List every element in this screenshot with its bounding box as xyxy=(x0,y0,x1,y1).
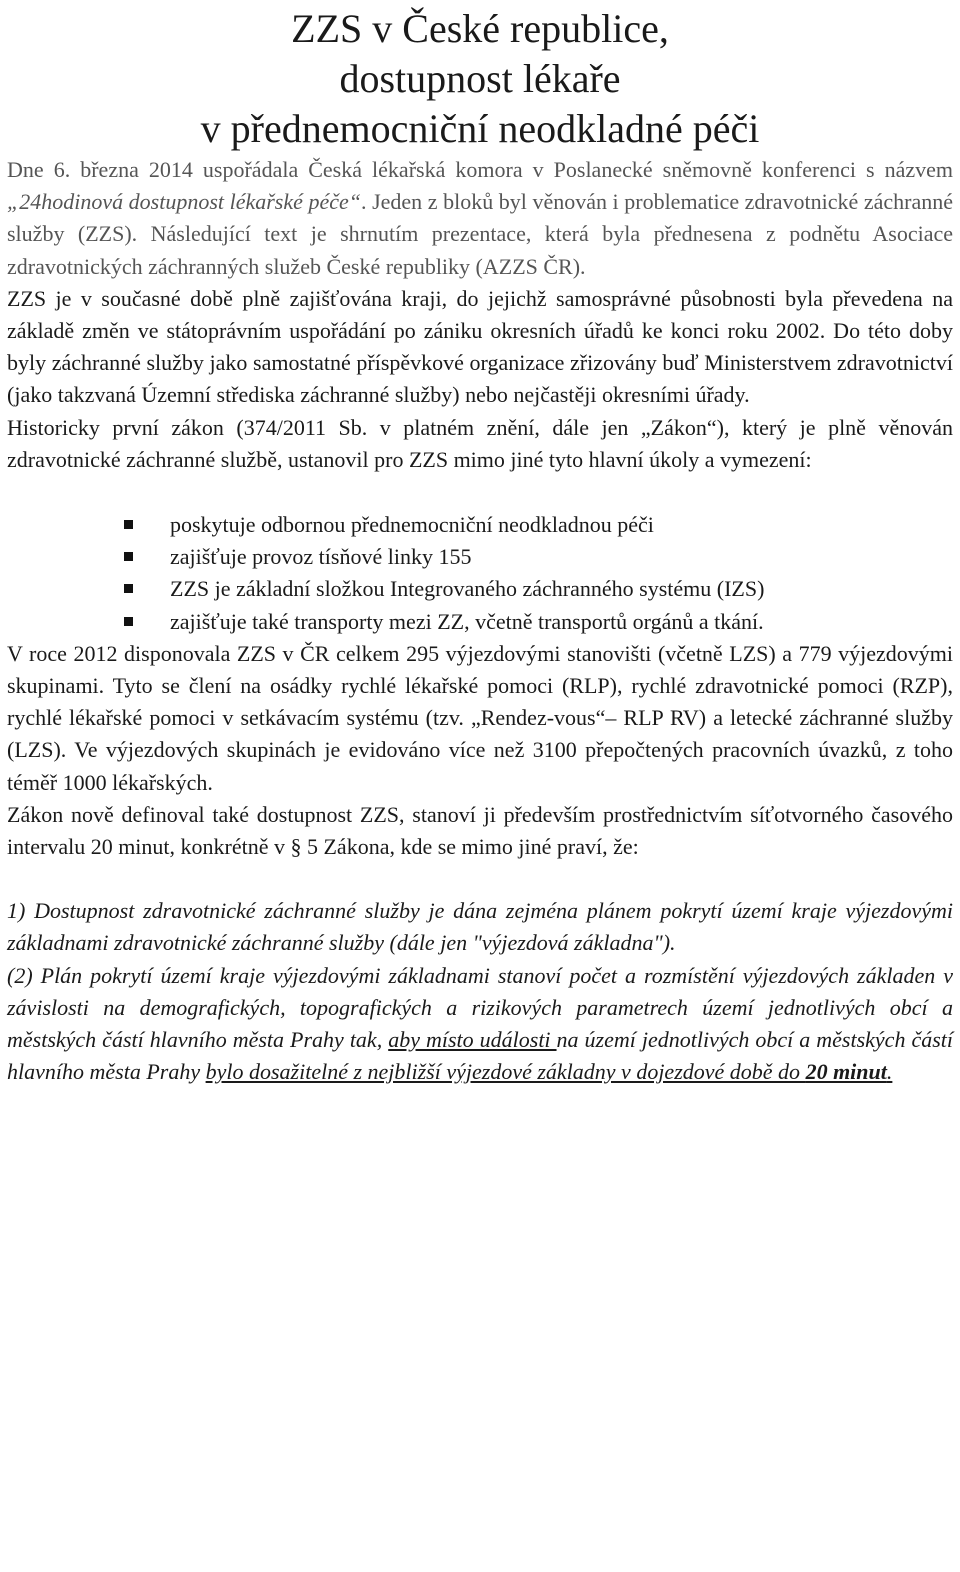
list-item xyxy=(170,573,953,605)
law-quote-2-text-b: na území jednotlivých obcí a městských částí hlavního města Prahy xyxy=(7,1027,953,1085)
paragraph-statistics: V roce 2012 disponovala ZZS v ČR celkem 295 výjezdovými stanovišti (včetně LZS) a 779 výjezdovými skupinami. Tyto se člení na osádky rychlé lékařské pomoci (RLP), rychlé zdravotnické pomoci (RZP), rychlé lékařské pomoci v setkávacím systému (tzv. „Rendez-vous“– RLP RV) a letecké záchranné služby (LZS). Ve výjezdových skupinách je evidováno více než 3100 přepočtených pracovních úvazků, z toho téměř 1000 lékařských. xyxy=(7,640,953,795)
tasks-list xyxy=(7,509,953,638)
title-line-2: dostupnost lékaře xyxy=(339,56,621,101)
law-quote-2 xyxy=(7,960,953,1089)
intro-text-b: . Jeden z bloků byl věnován i problematice zdravotnické záchranné služby (ZZS). Následující text je shrnutím prezentace, která byla přednesena z podnětu Asociace zdravotnických záchranných služeb České republiky (AZZS ČR). xyxy=(7,189,953,279)
paragraph-history: ZZS je v současné době plně zajišťována kraji, do jejichž samosprávné působnosti byla převedena na základě změn ve státoprávním uspořádání po zániku okresních úřadů ke konci roku 2002. Do této doby byly záchranné služby jako samostatné příspěvkové organizace zřizovány buď Ministerstvem zdravotnictví (jako takzvaná Územní střediska záchranné služby) nebo nejčastěji okresními úřady. xyxy=(7,285,953,408)
square-bullet-icon xyxy=(124,584,133,593)
document-title xyxy=(7,4,953,154)
law-quote-2-underlined-a: aby místo události xyxy=(388,1027,557,1053)
list-item-text: zajišťuje také transporty mezi ZZ, včetně transportů orgánů a tkání. xyxy=(170,608,764,634)
paragraph-availability: Zákon nově definoval také dostupnost ZZS, stanoví ji především prostřednictvím síťotvorného časového intervalu 20 minut, konkrétně v § 5 Zákona, kde se mimo jiné praví, že: xyxy=(7,801,953,860)
intro-paragraph xyxy=(7,154,953,283)
law-quote-2-end: . xyxy=(886,1059,893,1085)
conference-name: „24hodinová dostupnost lékařské péče“ xyxy=(7,189,362,215)
law-quote-2-underlined-b xyxy=(206,1059,893,1084)
square-bullet-icon xyxy=(124,520,133,529)
list-item xyxy=(170,541,953,573)
intro-text-a: Dne 6. března 2014 uspořádala Česká lékařská komora v Poslanecké sněmovně konferenci s názvem xyxy=(7,157,953,182)
square-bullet-icon xyxy=(124,617,133,626)
list-item-text: zajišťuje provoz tísňové linky 155 xyxy=(170,544,472,570)
list-item-text: ZZS je základní složkou Integrovaného záchranného systému (IZS) xyxy=(170,576,765,602)
list-item-text: poskytuje odbornou přednemocniční neodkladnou péči xyxy=(170,512,654,538)
law-quote-1: 1) Dostupnost zdravotnické záchranné služby je dána zejména plánem pokrytí území kraje výjezdovými základnami zdravotnické záchranné služby (dále jen "výjezdová základna"). xyxy=(7,898,953,956)
law-quote-2-text-a: (2) Plán pokrytí území kraje výjezdovými základnami stanoví počet a rozmístění výjezdových základen v závislosti na demografických, topografických a rizikových parametrech území jednotlivých obcí a městských částí hlavního města Prahy tak, xyxy=(7,962,953,1053)
square-bullet-icon xyxy=(124,552,133,561)
law-quote-2-underlined-b-text: bylo dosažitelné z nejbližší výjezdové základny v dojezdové době do xyxy=(205,1059,806,1085)
title-line-3: v přednemocniční neodkladné péči xyxy=(200,106,760,151)
title-line-1: ZZS v České republice, xyxy=(291,6,669,51)
list-item xyxy=(170,606,953,638)
paragraph-law: Historicky první zákon (374/2011 Sb. v platném znění, dále jen „Zákon“), který je plně věnován zdravotnické záchranné službě, ustanovil pro ZZS mimo jiné tyto hlavní úkoly a vymezení: xyxy=(7,414,953,472)
time-limit-emphasis: 20 minut xyxy=(805,1059,887,1085)
list-item xyxy=(170,509,953,541)
